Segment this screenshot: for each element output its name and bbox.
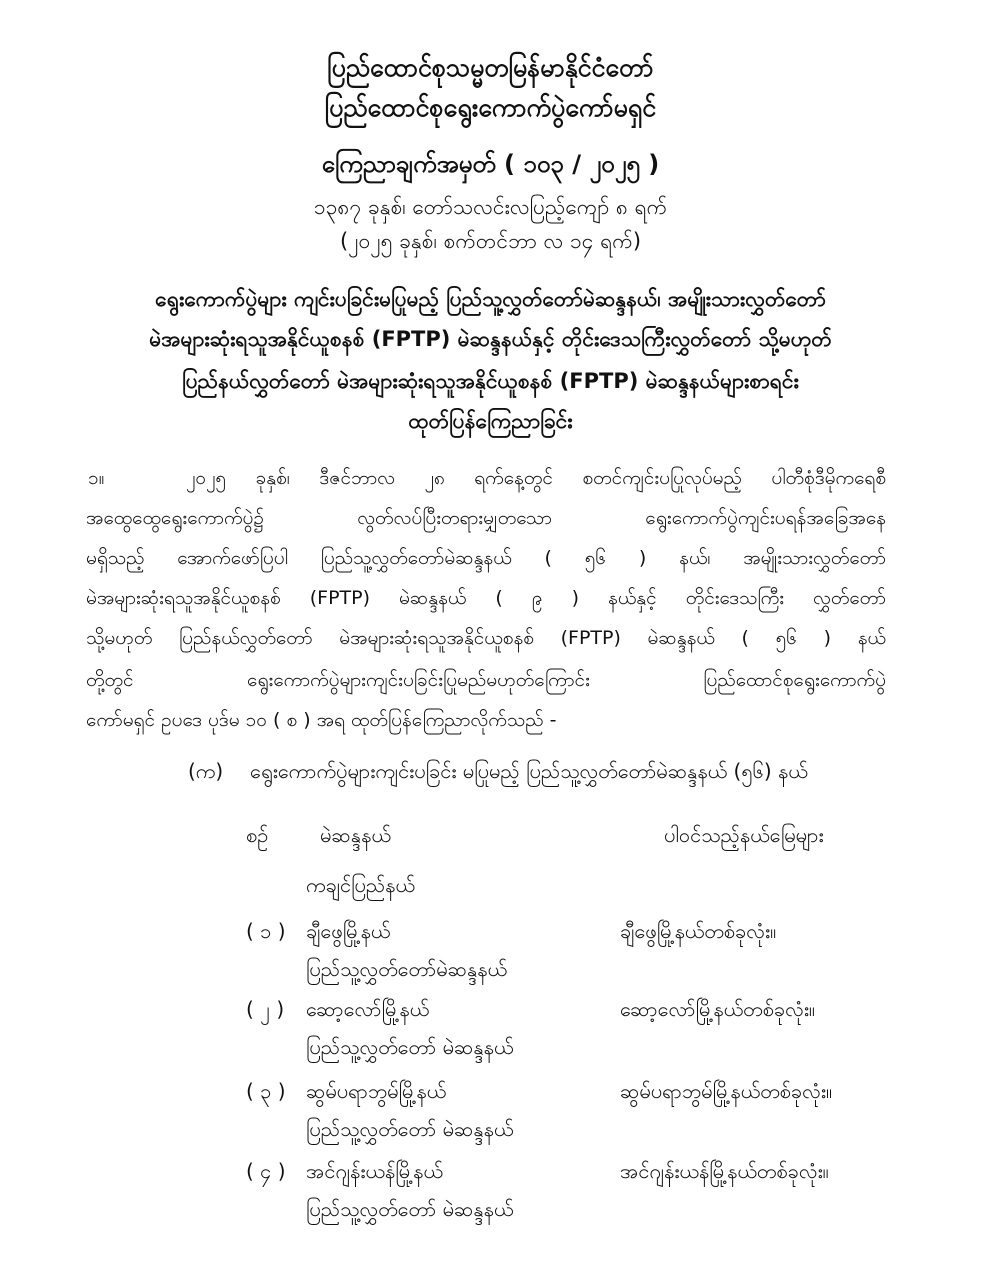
row-constituency-name: အင်ဂျန်းယန်မြို့နယ် — [306, 1159, 443, 1183]
row-serial: ( ၃ ) — [246, 1079, 286, 1103]
row-constituency-name: ချီဖွေမြို့နယ် — [306, 919, 391, 943]
header-commission: ပြည်ထောင်စုရွေးကောက်ပွဲကော်မရှင် — [324, 93, 657, 122]
paragraph-line-7: ကော်မရှင် ဥပဒေ ပုဒ်မ ၁၀ ( စ ) အရ ထုတ်ပြန်ကြေညာလိုက်သည် - — [86, 709, 557, 731]
row-serial: ( ၄ ) — [246, 1159, 286, 1183]
header-included-areas: ပါဝင်သည့်နယ်မြေများ — [664, 823, 824, 847]
subject-line-1: ရွေးကောက်ပွဲများ ကျင်းပခြင်းမပြုမည့် ပြည်သူ့လွှတ်တော်မဲဆန္ဒနယ်၊ အမျိုးသားလွှတ်တော် — [155, 287, 826, 311]
subject-line-3: ပြည်နယ်လွှတ်တော် မဲအများဆုံးရသူအနိုင်ယူစနစ် (FPTP) မဲဆန္ဒနယ်များစာရင်း — [182, 369, 799, 393]
row-constituency-type: ပြည်သူ့လွှတ်တော် မဲဆန္ဒနယ် — [306, 1117, 514, 1141]
paragraph-line-4: မဲအများဆုံးရသူအနိုင်ယူစနစ် (FPTP) မဲဆန္ဒနယ် ( ၉ ) နယ်နှင့် တိုင်းဒေသကြီး လွှတ်တော် — [86, 587, 886, 609]
row-included-areas: အင်ဂျန်းယန်မြို့နယ်တစ်ခုလုံး။ — [620, 1159, 829, 1183]
notice-number: ကြေညာချက်အမှတ် ( ၁၀၃ / ၂၀၂၅ ) — [321, 150, 660, 178]
header-constituency: မဲဆန္ဒနယ် — [320, 823, 391, 847]
section-a-title: ရွေးကောက်ပွဲများကျင်းပခြင်း မပြုမည့် ပြည်သူ့လွှတ်တော်မဲဆန္ဒနယ် (၅၆) နယ် — [250, 759, 808, 783]
paragraph-line-1: ၂၀၂၅ ခုနှစ်၊ ဒီဇင်ဘာလ ၂၈ ရက်နေ့တွင် စတင်ကျင်းပပြုလုပ်မည့် ပါတီစုံဒီမိုကရေစီ — [186, 467, 886, 489]
header-serial: စဉ် — [246, 823, 269, 847]
date-myanmar: ၁၃၈၇ ခုနှစ်၊ တော်သလင်းလပြည့်ကျော် ၈ ရက် — [313, 195, 668, 219]
row-serial: ( ၁ ) — [246, 919, 286, 943]
row-included-areas: ဆော့လော်မြို့နယ်တစ်ခုလုံး။ — [620, 997, 815, 1021]
row-constituency-name: ဆော့လော်မြို့နယ် — [306, 997, 430, 1021]
date-gregorian: (၂၀၂၅ ခုနှစ်၊ စက်တင်ဘာ လ ၁၄ ရက်) — [339, 229, 642, 253]
header-country: ပြည်ထောင်စုသမ္မတမြန်မာနိုင်ငံတော် — [327, 53, 654, 82]
subject-line-2: မဲအများဆုံးရသူအနိုင်ယူစနစ် (FPTP) မဲဆန္ဒနယ်နှင့် တိုင်းဒေသကြီးလွှတ်တော် သို့မဟုတ် — [149, 327, 832, 351]
row-constituency-type: ပြည်သူ့လွှတ်တော် မဲဆန္ဒနယ် — [306, 1197, 514, 1221]
row-included-areas: ဆွမ်ပရာဘွမ်မြို့နယ်တစ်ခုလုံး။ — [620, 1079, 833, 1103]
row-constituency-type: ပြည်သူ့လွှတ်တော်မဲဆန္ဒနယ် — [306, 957, 508, 981]
row-constituency-name: ဆွမ်ပရာဘွမ်မြို့နယ် — [306, 1079, 447, 1103]
section-a-label: (က) — [188, 759, 224, 783]
row-constituency-type: ပြည်သူ့လွှတ်တော် မဲဆန္ဒနယ် — [306, 1035, 514, 1059]
state-name: ကချင်ပြည်နယ် — [306, 873, 415, 897]
paragraph-line-3: မရှိသည့် အောက်ဖော်ပြပါ ပြည်သူ့လွှတ်တော်မဲဆန္ဒနယ် ( ၅၆ ) နယ်၊ အမျိုးသားလွှတ်တော် — [86, 547, 886, 569]
subject-line-4: ထုတ်ပြန်ကြေညာခြင်း — [408, 409, 573, 433]
paragraph-line-5: သို့မဟုတ် ပြည်နယ်လွှတ်တော် မဲအများဆုံးရသူအနိုင်ယူစနစ် (FPTP) မဲဆန္ဒနယ် ( ၅၆ ) နယ် — [86, 627, 886, 649]
paragraph-number: ၁။ — [88, 467, 105, 489]
paragraph-line-6: တို့တွင် ရွေးကောက်ပွဲများကျင်းပခြင်းပြုမည်မဟုတ်ကြောင်း ပြည်ထောင်စုရွေးကောက်ပွဲ — [86, 669, 886, 691]
row-serial: ( ၂ ) — [246, 997, 285, 1021]
paragraph-line-2: အထွေထွေရွေးကောက်ပွဲ၌ လွတ်လပ်ပြီးတရားမျှတသော ရွေးကောက်ပွဲကျင်းပရန်အခြေအနေ — [86, 507, 886, 529]
row-included-areas: ချီဖွေမြို့နယ်တစ်ခုလုံး။ — [620, 919, 777, 943]
